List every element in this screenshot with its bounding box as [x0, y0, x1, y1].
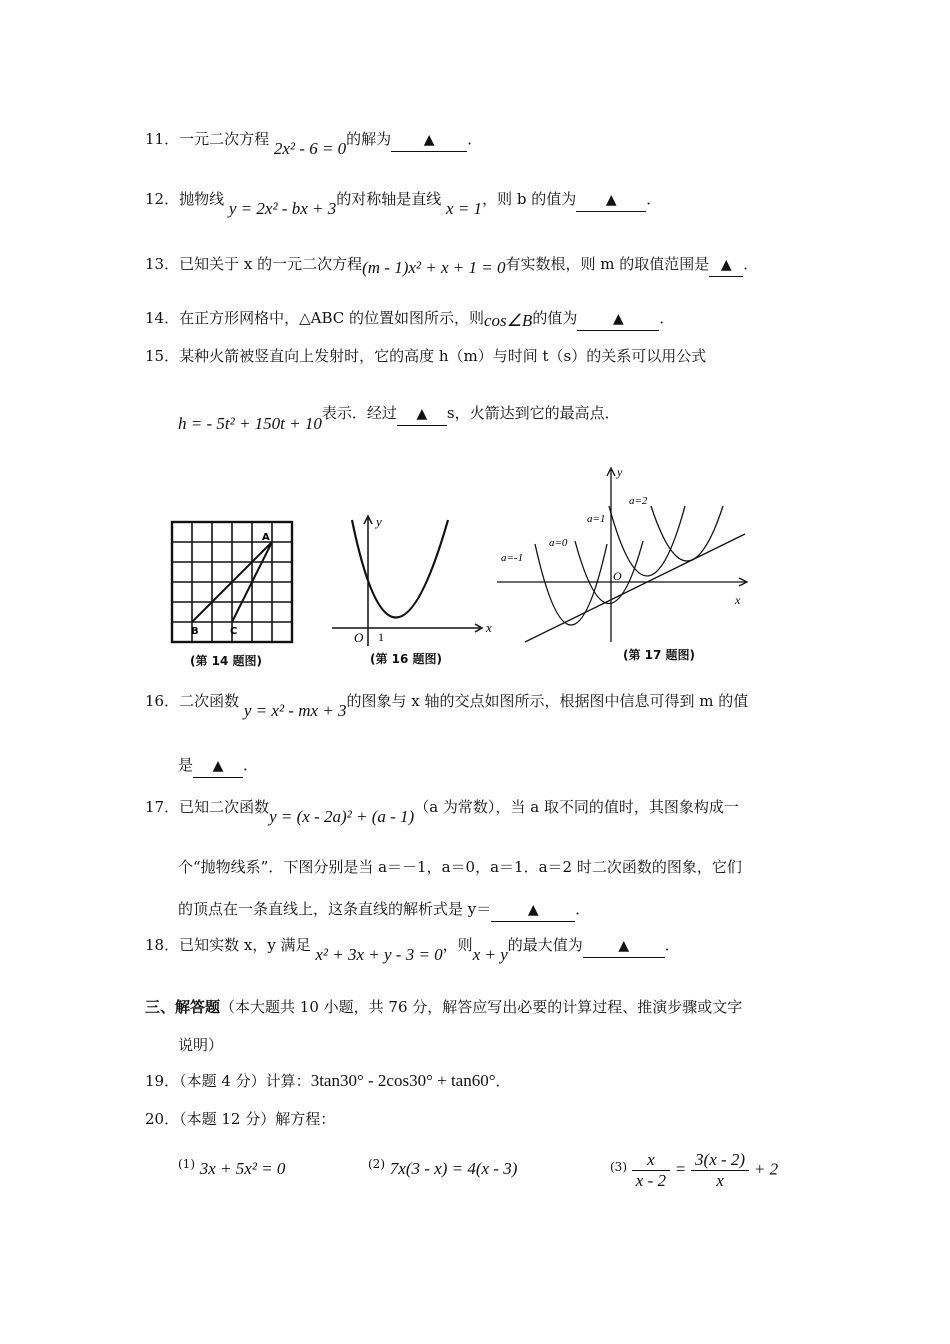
equation: y = (x - 2a)² + (a - 1) — [269, 807, 415, 826]
curve-label-a1: a=1 — [587, 513, 606, 525]
equation: 2x² - 6 = 0 — [273, 139, 347, 158]
question-16: 16．二次函数 y = x² - mx + 3的图象与 x 轴的交点如图所示，根据图中信息可得到 m 的值 — [145, 692, 749, 720]
tick-1-label: 1 — [378, 630, 384, 644]
question-20-part-3: $^{(3)}$ $\frac{x}{x - 2}$ = $\frac{3(x - 2)}{x}$ + 2 — [610, 1150, 779, 1190]
equation: y = 2x² - bx + 3 — [228, 199, 337, 218]
fraction-right: $\frac{3(x - 2)}{x}$ — [691, 1150, 749, 1191]
figure-17 — [495, 466, 755, 676]
origin-label: O — [613, 569, 622, 583]
fraction-left: $\frac{x}{x - 2}$ — [632, 1150, 670, 1191]
question-15: 15．某种火箭被竖直向上发射时，它的高度 h（m）与时间 t（s）的关系可以用公式 — [145, 347, 707, 365]
answer-blank: ▲ — [193, 754, 243, 778]
question-20: 20．（本题 12 分）解方程： — [145, 1110, 336, 1128]
parabola-family-diagram — [495, 466, 755, 646]
origin-label: O — [354, 630, 364, 645]
axis-y-label: y — [376, 514, 382, 529]
question-11: 11．一元二次方程 2x² - 6 = 0的解为 ▲ ． — [145, 130, 483, 158]
figure-caption: (第 16 题图) — [370, 652, 443, 666]
question-13: 13．已知关于 x 的一元二次方程(m - 1)x² + x + 1 = 0有实数根，则 m 的取值范围是 ▲ ． — [145, 255, 759, 277]
question-number: 11． — [145, 130, 180, 148]
equation: h = - 5t² + 150t + 10 — [178, 414, 322, 433]
question-17-line-3: 的顶点在一条直线上，这条直线的解析式是 y＝ ▲ ． — [178, 898, 590, 922]
question-12: 12．抛物线 y = 2x² - bx + 3的对称轴是直线 x = 1，则 b 的值为 ▲ ． — [145, 190, 662, 218]
equation: (m - 1)x² + x + 1 = 0 — [362, 258, 506, 277]
section-title: 三、解答题 — [145, 998, 221, 1016]
curve-label-a0: a=0 — [549, 537, 568, 549]
question-15-line-2: h = - 5t² + 150t + 10表示．经过 ▲ s，火箭达到它的最高点． — [178, 404, 620, 433]
section-3-heading: 三、解答题（本大题共 10 小题，共 76 分，解答应写出必要的计算过程、推演步骤或文字 — [145, 998, 743, 1016]
question-16-line-2: 是 ▲ ． — [178, 754, 258, 778]
label-b: B — [191, 626, 199, 637]
answer-blank: ▲ — [391, 128, 467, 152]
figure-14 — [168, 518, 298, 678]
axis-y-label: y — [617, 466, 623, 479]
question-17-line-2: 个“抛物线系”．下图分别是当 a＝－1，a＝0，a＝1．a＝2 时二次函数的图象，它们 — [178, 858, 742, 876]
equation: x² + 3x + y - 3 = 0 — [315, 945, 443, 964]
figure-caption: (第 14 题图) — [190, 654, 263, 668]
answer-blank: ▲ — [577, 307, 659, 331]
curve-label-a2: a=2 — [629, 495, 648, 507]
figure-caption: (第 17 题图) — [623, 648, 696, 662]
equation: 7x(3 - x) = 4(x - 3) — [389, 1159, 518, 1178]
label-a: A — [262, 532, 270, 543]
equation-2: x = 1 — [446, 199, 483, 218]
question-18: 18．已知实数 x，y 满足 x² + 3x + y - 3 = 0，则x + y的最大值为 ▲ ． — [145, 936, 680, 964]
question-17: 17．已知二次函数y = (x - 2a)² + (a - 1)（a 为常数），当 a 取不同的值时，其图象构成一 — [145, 798, 739, 826]
section-3-desc-line-2: 说明） — [178, 1036, 224, 1054]
answer-blank: ▲ — [709, 253, 743, 277]
equation-2: x + y — [472, 945, 508, 964]
question-20-part-2: $^{(2)}$ 7x(3 - x) = 4(x - 3) — [368, 1157, 518, 1178]
answer-blank: ▲ — [491, 898, 575, 922]
axis-x-label: x — [735, 593, 741, 607]
question-20-part-1: $^{(1)}$ 3x + 5x² = 0 — [178, 1157, 286, 1178]
equation: cos∠B — [484, 311, 533, 330]
equation: y = x² - mx + 3 — [243, 701, 347, 720]
answer-blank: ▲ — [576, 188, 646, 212]
parabola-diagram — [330, 510, 495, 650]
question-14: 14．在正方形网格中，△ABC 的位置如图所示，则cos∠B的值为 ▲ ． — [145, 309, 675, 330]
equation: 3x + 5x² = 0 — [199, 1159, 286, 1178]
curve-label-a-neg1: a=-1 — [501, 552, 524, 564]
grid-triangle-diagram — [168, 518, 298, 648]
label-c: C — [230, 626, 238, 637]
figure-16 — [330, 510, 495, 675]
axis-x-label: x — [486, 620, 492, 635]
answer-blank: ▲ — [397, 402, 447, 426]
question-19: 19．（本题 4 分）计算：3tan30° - 2cos30° + tan60°． — [145, 1071, 511, 1090]
equation: 3tan30° - 2cos30° + tan60° — [310, 1071, 496, 1090]
answer-blank: ▲ — [583, 934, 665, 958]
